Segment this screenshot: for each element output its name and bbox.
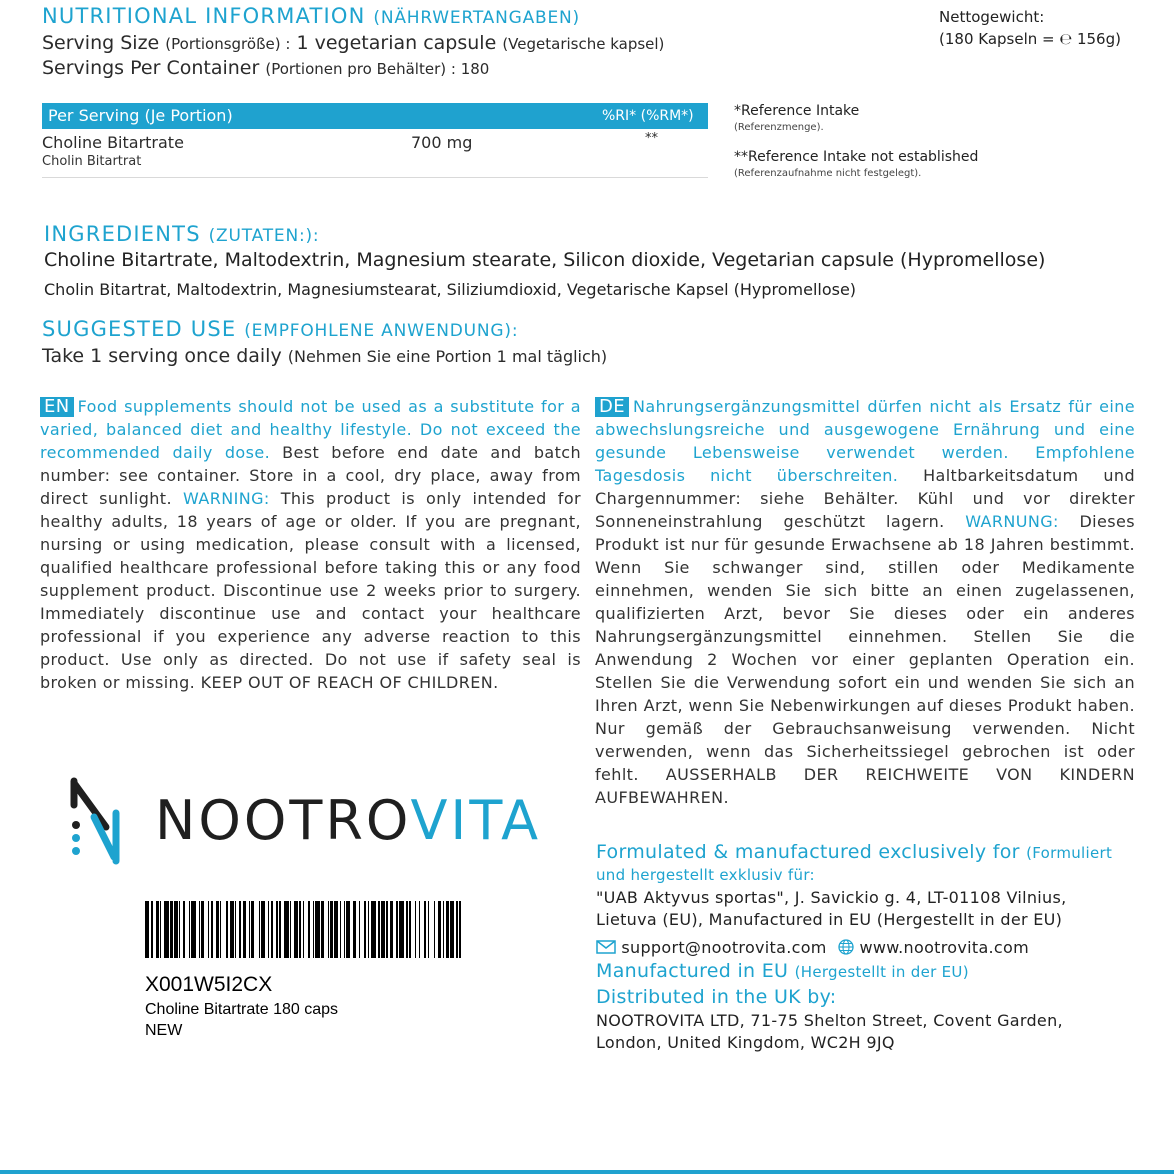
en-warning-label: WARNING: [183, 489, 270, 508]
en-language-tag: EN [40, 397, 74, 417]
barcode [145, 901, 467, 958]
manufacturer-title [596, 841, 1112, 863]
nutrition-title [42, 4, 580, 28]
manufacturer-title-de-1: (Formuliert [1026, 844, 1113, 862]
barcode-bar [461, 901, 466, 958]
serving-size-line [42, 32, 664, 54]
footnote-reference-intake-de: (Referenzmenge). [734, 122, 824, 133]
website-link[interactable]: www.nootrovita.com [859, 938, 1030, 957]
de-storage-text: Haltbarkeitsdatum und Chargennummer: siehe Behälter. Kühl und vor direkter Sonneneinstrahlung geschützt lagern. [595, 466, 1135, 531]
table-row-name-de: Cholin Bitartrat [42, 154, 142, 169]
suggested-use-text [42, 345, 607, 367]
globe-icon [838, 939, 854, 955]
en-storage-text: Best before end date and batch number: see container. Store in a cool, dry place, away from direct sunlight. [40, 443, 581, 508]
manufacturer-address-2: Lietuva (EU), Manufactured in EU (Hergestellt in der EU) [596, 910, 1063, 929]
distributed-title: Distributed in the UK by: [596, 986, 837, 1008]
table-row-name: Choline Bitartrate [42, 133, 184, 152]
made-in-en: Manufactured in EU [596, 960, 789, 982]
contact-line [596, 938, 1029, 957]
barcode-condition: NEW [145, 1022, 183, 1039]
suggested-use-title-de: (EMPFOHLENE ANWENDUNG): [244, 321, 519, 341]
en-highlight-text: Food supplements should not be used as a substitute for a varied, balanced diet and healthy lifestyle. Do not exceed the recommended daily dose. [40, 397, 581, 462]
table-row-divider [42, 177, 708, 178]
de-highlight-text: Nahrungsergänzungsmittel dürfen nicht als Ersatz für eine abwechslungsreiche und ausgewogene Ernährung und eine gesunde Lebensweise verwendet werden. Empfohlene Tagesdosis nicht überschreiten. [595, 397, 1135, 485]
ingredients-list-de: Cholin Bitartrat, Maltodextrin, Magnesiumstearat, Siliziumdioxid, Vegetarische Kapsel (Hypromellose) [44, 280, 857, 299]
de-language-tag: DE [595, 397, 629, 417]
barcode-code: X001W5I2CX [145, 973, 273, 996]
serving-size-value-de: (Vegetarische kapsel) [502, 35, 665, 53]
brand-wordmark-accent: VITA [410, 789, 542, 852]
table-row-ri: ** [645, 131, 658, 146]
en-warning-text: This product is only intended for healthy adults, 18 years of age or older. If you are pregnant, nursing or using medication, please consult with a licensed, qualified healthcare professional before taking this or any food supplement product. Discontinue use 2 weeks prior to surgery. Immediately discontinue use and contact your healthcare professional if you experience any adverse reaction to this product. Use only as directed. Do not use if safety seal is broken or missing. KEEP OUT OF REACH OF CHILDREN. [40, 489, 581, 692]
col-per-serving: Per Serving (Je Portion) [48, 106, 233, 125]
brand-logo-icon [66, 777, 126, 867]
barcode-product: Choline Bitartrate 180 caps [145, 1001, 338, 1018]
net-weight-label: Nettogewicht: [939, 8, 1045, 26]
manufacturer-title-en: Formulated & manufactured exclusively for [596, 841, 1020, 863]
servings-line [42, 57, 489, 79]
footnote-reference-intake: *Reference Intake [734, 103, 860, 119]
col-ri: %RI* (%RM*) [602, 108, 694, 124]
email-icon [596, 940, 616, 954]
net-weight-value: (180 Kapseln = ℮ 156g) [939, 30, 1121, 48]
warning-column-de [595, 395, 1135, 809]
serving-size-label-de: (Portionsgröße) : [165, 35, 291, 53]
footnote-not-established: **Reference Intake not established [734, 149, 979, 165]
servings-label: Servings Per Container [42, 57, 260, 79]
suggested-use-de: (Nehmen Sie eine Portion 1 mal täglich) [287, 347, 608, 366]
suggested-use-en: Take 1 serving once daily [42, 345, 282, 367]
uk-address-1: NOOTROVITA LTD, 71-75 Shelton Street, Covent Garden, [596, 1011, 1063, 1030]
ingredients-title-de: (ZUTATEN:): [208, 226, 320, 246]
made-in-de: (Hergestellt in der EU) [794, 963, 969, 981]
bottom-accent-rule [0, 1170, 1174, 1174]
serving-size-label: Serving Size [42, 32, 160, 54]
ingredients-list-en: Choline Bitartrate, Maltodextrin, Magnesium stearate, Silicon dioxide, Vegetarian capsule (Hypromellose) [44, 249, 1046, 271]
suggested-use-title-en: SUGGESTED USE [42, 317, 237, 341]
brand-wordmark-dark: NOOTRO [155, 789, 411, 852]
support-email[interactable]: support@nootrovita.com [621, 938, 827, 957]
de-warning-text: Dieses Produkt ist nur für gesunde Erwachsene ab 18 Jahren bestimmt. Wenn Sie schwanger sind, stillen oder Medikamente einnehmen, wenden Sie sich bitte an einen zugelassenen, qualifizierten Arzt, bevor Sie dieses oder ein anderes Nahrungsergänzungsmittel einnehmen. Stellen Sie die Anwendung 2 Wochen vor einer geplanten Operation ein. Stellen Sie die Verwendung sofort ein und wenden Sie sich an Ihren Arzt, wenn Sie Nebenwirkungen auf dieses Produkt haben. Nur gemäß der Gebrauchsanweisung verwenden. Nicht verwenden, wenn das Sicherheitssiegel gebrochen ist oder fehlt. AUSSERHALB DER REICHWEITE VON KINDERN AUFBEWAHREN. [595, 512, 1135, 807]
made-in-line [596, 960, 969, 982]
de-warning-label: WARNUNG: [965, 512, 1059, 531]
manufacturer-address-1: "UAB Aktyvus sportas", J. Savickio g. 4, LT-01108 Vilnius, [596, 888, 1067, 907]
manufacturer-title-de-2: und hergestellt exklusiv für: [596, 866, 815, 884]
ingredients-title-en: INGREDIENTS [44, 222, 201, 246]
table-row-amount: 700 mg [411, 133, 473, 152]
nutrition-table-header [42, 103, 708, 129]
nutrition-title-de: (NÄHRWERTANGABEN) [373, 8, 580, 28]
serving-size-value: 1 vegetarian capsule [296, 32, 497, 54]
footnote-not-established-de: (Referenzaufnahme nicht festgelegt). [734, 168, 922, 179]
brand-wordmark [155, 789, 541, 852]
warning-column-en [40, 395, 581, 694]
uk-address-2: London, United Kingdom, WC2H 9JQ [596, 1033, 895, 1052]
servings-label-de: (Portionen pro Behälter) : 180 [265, 60, 490, 78]
suggested-use-title [42, 317, 518, 341]
nutrition-title-en: NUTRITIONAL INFORMATION [42, 4, 366, 28]
ingredients-title [44, 222, 319, 246]
